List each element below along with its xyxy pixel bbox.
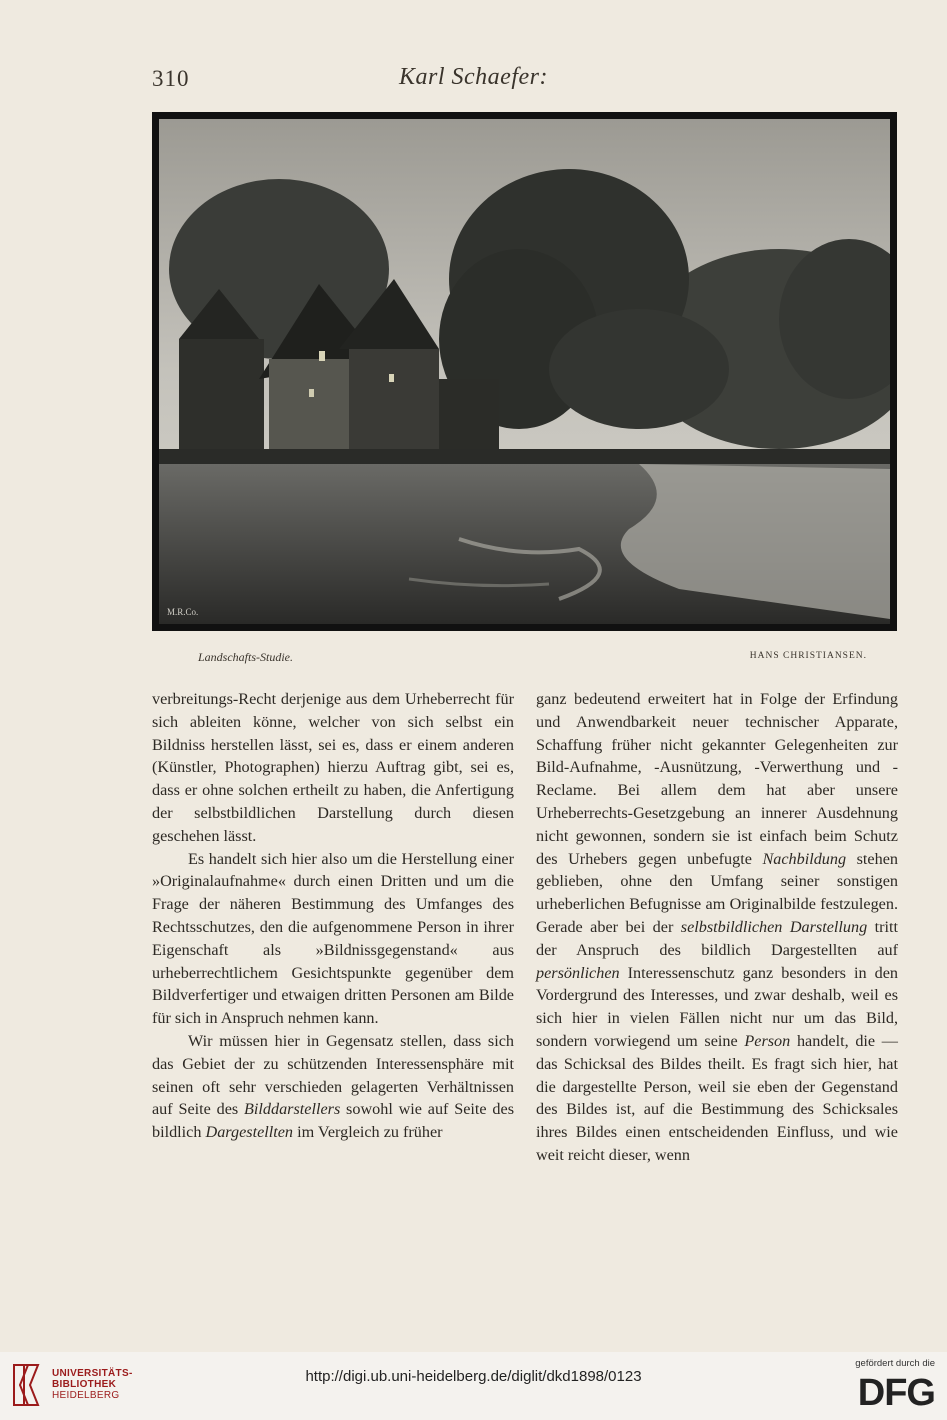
italic-term: Dargestellten [205, 1123, 294, 1142]
house-4 [439, 379, 499, 454]
italic-term: Bilddarstellers [244, 1100, 341, 1119]
plate-caption-title: Landschafts-Studie. [198, 650, 293, 664]
house-1 [179, 339, 264, 449]
dfg-logo: DFG [857, 1372, 935, 1414]
text-run: im Vergleich zu früher [293, 1123, 443, 1142]
text-run: Interessenschutz ganz besonders in den Vordergrund des Interesses, und zwar deshalb, weil es sich hier in vielen Fällen nicht nur um das Bild, sondern vorwiegend um seine [536, 963, 898, 1050]
italic-term: Person [744, 1031, 791, 1050]
right-text-column [536, 688, 898, 1167]
text-run: sowohl wie auf Seite des bildlich [152, 1100, 514, 1142]
plate-monogram: M.R.Co. [167, 607, 199, 617]
permalink-url[interactable]: http://digi.ub.uni-heidelberg.de/diglit/dkd1898/0123 [305, 1368, 642, 1385]
text-run: ganz bedeutend erweitert hat in Folge der Erfindung und Anwendbarkeit neuer technischer Apparate, Schaffung früher nicht gekannter Gelegenheiten zur Bild-Aufnahme, -Ausnützung, -Verwerthung und -Reclame. Bei allem dem hat aber unsere Urheberrechts-Gesetzgebung an innerer Ausdehnung nicht gewonnen, sondern sie ist einfach beim Schutz des Urhebers gegen unbefugte [536, 690, 898, 868]
plate-caption-artist: HANS CHRISTIANSEN. [749, 651, 867, 661]
library-name-line: BIBLIOTHEK [52, 1379, 117, 1390]
landscape-plate [152, 112, 897, 631]
footer-bar [0, 1352, 947, 1420]
tree-center-low [549, 309, 729, 429]
italic-term: persönlichen [536, 963, 620, 982]
text-run: Es handelt sich hier also um die Herstellung einer »Originalaufnahme« durch einen Dritten und um die Frage der näheren Bestimmung des Umfanges des Rechtsschutzes, den die aufgenommene Person in ihrer Eigenschaft als »Bildnissgegenstand« aus urheberrechtlichem Gesichtspunkte gegenüber dem Bildverfertiger und etwaigen dritten Personen am Bilde für sich in Anspruch nehmen kann. [152, 849, 514, 1028]
library-name-line: UNIVERSITÄTS- [52, 1368, 133, 1379]
text-run: handelt, die — das Schicksal des Bildes theilt. Es fragt sich hier, hat die dargestellte Person, weil sie eben der Gegenstand des Bildes ist, auf die Bestimmung des Schicksales ihres Bildes einen entscheidenden Einfluss, und wie weit reicht dieser, wenn [536, 1031, 898, 1164]
italic-term: selbstbildlichen Darstellung [680, 917, 868, 936]
text-run: verbreitungs-Recht derjenige aus dem Urheberrecht für sich ableiten könne, welcher von sich selbst ein Bildniss herstellen lässt, sei es, dass er einem anderen (Künstler, Photographen) hierzu Auftrag gibt, sei es, dass er ohne solchen ertheilt zu haben, die Anfertigung der selbstbildlichen Darstellung durch diesen geschehen lässt. [152, 690, 514, 845]
window-light [309, 389, 314, 397]
house-3 [349, 349, 439, 459]
text-run: Wir müssen hier in Gegensatz stellen, dass sich das Gebiet der zu schützenden Interessensphäre mit seinen oft sehr verschieden gelagerten Verhältnissen auf Seite des [152, 1031, 514, 1119]
running-title: Karl Schaefer: [399, 64, 548, 90]
window-light [389, 374, 394, 382]
text-run: stehen geblieben, ohne den Umfang seiner sonstigen urheberlichen Befugnisse am Originalbilde festzulegen. Gerade aber bei der [536, 849, 898, 936]
window-light [319, 351, 325, 361]
paragraph [536, 688, 898, 1167]
paragraph [152, 848, 514, 1030]
funded-by-label: gefördert durch die [855, 1358, 935, 1369]
text-run: tritt der Anspruch des bildlich Dargestellten auf [536, 917, 898, 959]
page-number: 310 [152, 66, 190, 91]
left-text-column [152, 688, 514, 1144]
landscape-image [159, 119, 890, 624]
italic-term: Nachbildung [762, 849, 847, 868]
library-city: HEIDELBERG [52, 1390, 120, 1401]
paragraph [152, 1030, 514, 1144]
paragraph [152, 688, 514, 848]
